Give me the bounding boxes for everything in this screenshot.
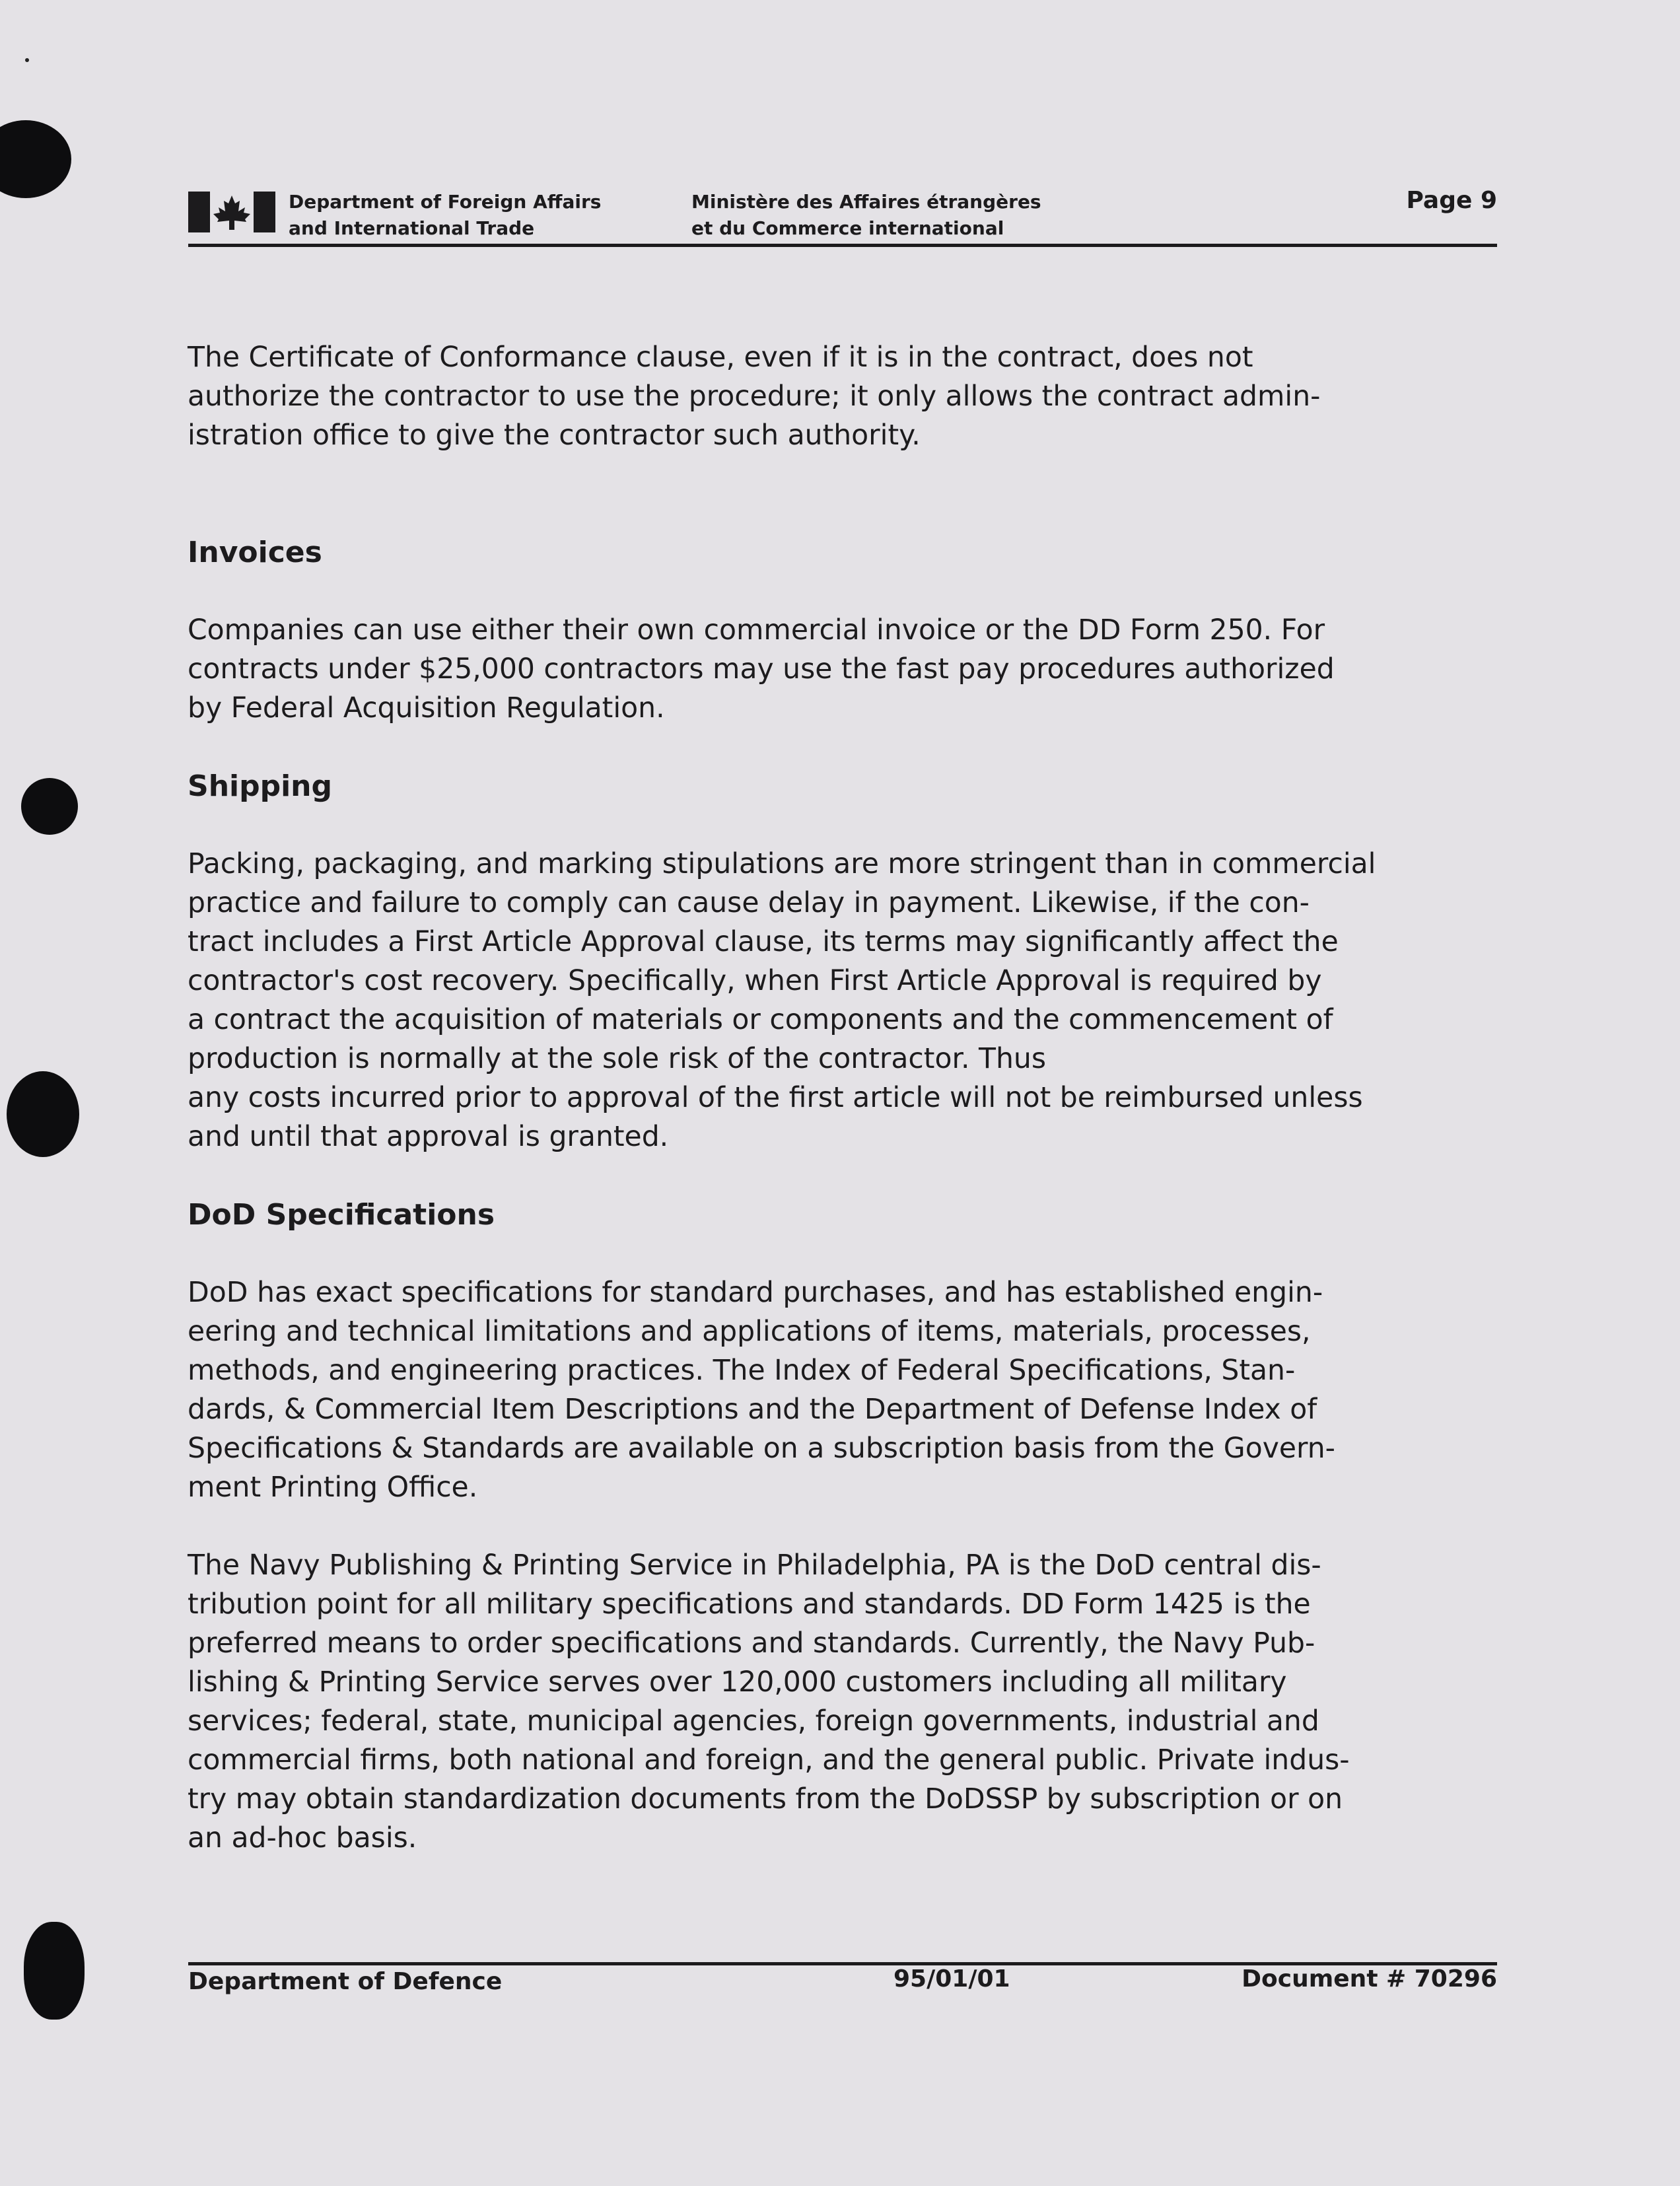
invoices-paragraph: Companies can use either their own commercial invoice or the DD Form 250. For contracts under $25,000 contractors may use the fast pay procedures authorized by Federal Acquisition Regulation. [188,614,1335,724]
scan-speck [25,58,29,62]
intro-paragraph: The Certificate of Conformance clause, even if it is in the contract, does not authorize the contractor to use the procedure; it only allows the contract admin- istration office to give the contractor such authority. [188,341,1321,452]
footer-document-number: Document # 70296 [1242,1965,1497,1992]
department-name-french: Ministère des Affaires étrangères et du Commerce international [691,191,1041,239]
page-footer [188,1962,1497,2000]
letterhead [188,186,1497,247]
page-number: Page 9 [1406,187,1497,214]
dod-specifications-heading: DoD Specifications [188,1198,495,1232]
invoices-heading: Invoices [188,536,322,569]
department-name-english: Department of Foreign Affairs and International Trade [289,191,602,239]
document-body [188,338,1508,1858]
footer-department: Department of Defence [188,1968,503,1995]
footer-date: 95/01/01 [893,1965,1010,1992]
navy-publishing-paragraph: The Navy Publishing & Printing Service in Philadelphia, PA is the DoD central dis- tribution point for all military specifications and standards. DD Form 1425 is the preferred means to order specifications and standards. Currently, the Navy Pub- lishing & Printing Service serves over 120,000 customers including all military services; federal, state, municipal agencies, foreign governments, industrial and commercial firms, both national and foreign, and the general public. Private indus- try may obtain standardization documents from the DoDSSP by subscription or on an ad-hoc basis. [188,1549,1350,1854]
punch-hole-upper [21,778,78,835]
dod-specifications-paragraph: DoD has exact specifications for standard purchases, and has established engin- eering and technical limitations and applications of items, materials, processes, methods, and engineering practices. The Index of Federal Specifications, Stan- dards, & Commercial Item Descriptions and the Department of Defense Index of Specifications & Standards are available on a subscription basis from the Govern- ment Printing Office. [188,1277,1336,1504]
canada-flag-icon [188,192,275,232]
shipping-heading: Shipping [188,769,332,803]
shipping-paragraph: Packing, packaging, and marking stipulations are more stringent than in commercial practice and failure to comply can cause delay in payment. Likewise, if the con- tract includes a First Article Approval clause, its terms may significantly affect the contractor's cost recovery. Specifically, when First Article Approval is required by a contract the acquisition of materials or components and the commencement of production is normally at the sole risk of the contractor. Thus any costs incurred prior to approval of the first article will not be reimbursed unless and until that approval is granted. [188,848,1376,1153]
punch-hole-bottom [24,1922,85,2020]
punch-hole-middle [7,1071,79,1157]
punch-hole-top [0,120,71,198]
